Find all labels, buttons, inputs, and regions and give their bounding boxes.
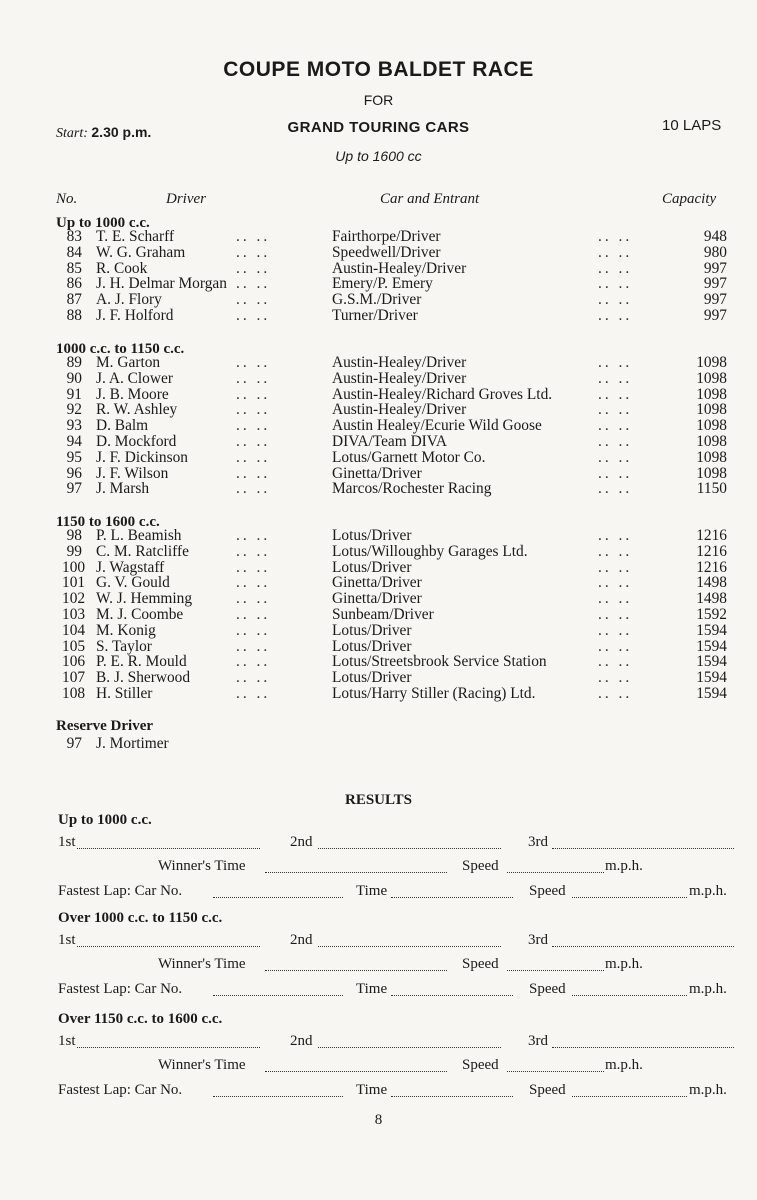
entry-no: 93 — [66, 417, 82, 435]
entry-row — [0, 639, 757, 655]
fastest-lap-label: Fastest Lap: Car No. — [58, 1082, 183, 1098]
capacity: 1498 — [696, 574, 727, 592]
capacity: 1594 — [696, 621, 727, 639]
entry-no: 99 — [66, 542, 82, 560]
entry-row — [0, 292, 757, 308]
speed-label: Speed — [462, 858, 499, 874]
leader-dots: .. .. — [598, 354, 633, 371]
capacity: 1594 — [696, 637, 727, 655]
leader-dots: .. .. — [598, 228, 633, 245]
leader-dots: .. .. — [598, 558, 633, 576]
entry-row — [0, 387, 757, 403]
car-entrant: Lotus/Driver — [332, 637, 412, 655]
entry-no: 105 — [62, 637, 86, 655]
capacity: 1098 — [696, 354, 727, 371]
driver-name: T. E. Scharff — [96, 228, 175, 245]
speed-field[interactable] — [507, 970, 604, 971]
first-place-label: 1st — [58, 932, 76, 948]
fastest-lap-time-label: Time — [356, 1082, 388, 1098]
leader-dots: .. .. — [598, 433, 633, 450]
winners-time-label: Winner's Time — [158, 956, 246, 972]
entry-no: 95 — [66, 448, 82, 466]
car-entrant: Speedwell/Driver — [332, 243, 441, 261]
second-place-label: 2nd — [290, 932, 313, 948]
leader-dots: .. .. — [236, 606, 271, 623]
speed-label: Speed — [462, 956, 499, 972]
entry-no: 103 — [62, 606, 86, 623]
entry-row — [0, 654, 757, 670]
capacity: 997 — [703, 275, 727, 293]
entry-no: 98 — [66, 527, 82, 544]
speed-field[interactable] — [507, 1071, 604, 1072]
third-place-label: 3rd — [528, 834, 548, 850]
entry-no: 86 — [66, 275, 82, 293]
leader-dots: .. .. — [598, 417, 633, 435]
leader-dots: .. .. — [236, 590, 271, 608]
driver-name: B. J. Sherwood — [96, 669, 191, 687]
leader-dots: .. .. — [236, 527, 271, 544]
car-entrant: Austin-Healey/Driver — [332, 369, 467, 387]
leader-dots: .. .. — [598, 291, 633, 309]
entry-no: 84 — [66, 243, 82, 261]
speed-label: Speed — [462, 1057, 499, 1073]
leader-dots: .. .. — [598, 448, 633, 466]
fastest-lap-speed-label: Speed — [529, 1082, 566, 1098]
leader-dots: .. .. — [236, 291, 271, 309]
car-entrant: Fairthorpe/Driver — [332, 228, 441, 245]
entry-no: 90 — [66, 369, 82, 387]
results-title: RESULTS — [345, 792, 412, 808]
entry-no: 92 — [66, 401, 82, 419]
entry-row — [0, 308, 757, 324]
fastest-lap-time-label: Time — [356, 883, 388, 899]
driver-name: J. H. Delmar Morgan — [96, 275, 227, 293]
first-place-field[interactable] — [77, 946, 260, 947]
entry-no: 83 — [66, 228, 82, 245]
leader-dots: .. .. — [236, 243, 271, 261]
capacity: 1098 — [696, 448, 727, 466]
car-entrant: Lotus/Harry Stiller (Racing) Ltd. — [332, 685, 536, 702]
driver-name: P. L. Beamish — [96, 527, 182, 544]
driver-name: C. M. Ratcliffe — [96, 542, 189, 560]
leader-dots: .. .. — [236, 417, 271, 435]
car-entrant: Ginetta/Driver — [332, 574, 422, 592]
column-header-car: Car and Entrant — [380, 191, 480, 207]
start-time-value: 2.30 p.m. — [91, 124, 152, 140]
driver-name: M. J. Coombe — [96, 606, 184, 623]
entry-no: 89 — [66, 354, 82, 371]
entry-no: 94 — [66, 433, 82, 450]
driver-name: J. B. Moore — [96, 385, 169, 403]
leader-dots: .. .. — [236, 307, 271, 324]
driver-name: J. F. Wilson — [96, 464, 169, 482]
capacity: 1498 — [696, 590, 727, 608]
car-entrant: Lotus/Garnett Motor Co. — [332, 448, 486, 466]
third-place-label: 3rd — [528, 932, 548, 948]
fastest-lap-label: Fastest Lap: Car No. — [58, 981, 183, 997]
column-header-driver: Driver — [166, 191, 206, 207]
entry-no: 108 — [62, 685, 86, 702]
capacity: 1098 — [696, 417, 727, 435]
car-entrant: Austin-Healey/Driver — [332, 354, 467, 371]
entry-row — [0, 434, 757, 450]
page-number: 8 — [374, 1112, 383, 1128]
winners-time-field[interactable] — [265, 970, 447, 971]
first-place-field[interactable] — [77, 848, 260, 849]
leader-dots: .. .. — [598, 480, 633, 498]
entry-row — [0, 686, 757, 702]
leader-dots: .. .. — [598, 653, 633, 671]
capacity: 1216 — [696, 527, 727, 544]
car-entrant: Emery/P. Emery — [332, 275, 433, 293]
group-title: Up to 1000 c.c. — [56, 215, 150, 231]
results-class-title: Over 1150 c.c. to 1600 c.c. — [58, 1011, 223, 1027]
capacity: 1594 — [696, 669, 727, 687]
leader-dots: .. .. — [236, 401, 271, 419]
driver-name: W. G. Graham — [96, 243, 186, 261]
first-place-label: 1st — [58, 834, 76, 850]
leader-dots: .. .. — [598, 590, 633, 608]
column-header-no: No. — [56, 191, 78, 207]
driver-name: J. A. Clower — [96, 369, 173, 387]
car-entrant: Lotus/Streetsbrook Service Station — [332, 653, 547, 671]
leader-dots: .. .. — [236, 653, 271, 671]
leader-dots: .. .. — [598, 621, 633, 639]
capacity: 1098 — [696, 433, 727, 450]
driver-name: R. W. Ashley — [96, 401, 178, 419]
leader-dots: .. .. — [236, 621, 271, 639]
entry-no: 101 — [62, 574, 86, 592]
capacity: 1216 — [696, 542, 727, 560]
leader-dots: .. .. — [598, 527, 633, 544]
reserve-title: Reserve Driver — [56, 718, 154, 734]
leader-dots: .. .. — [236, 669, 271, 687]
car-entrant: Ginetta/Driver — [332, 590, 422, 608]
leader-dots: .. .. — [236, 574, 271, 592]
car-entrant: Lotus/Driver — [332, 621, 412, 639]
leader-dots: .. .. — [236, 385, 271, 403]
first-place-label: 1st — [58, 1033, 76, 1049]
third-place-label: 3rd — [528, 1033, 548, 1049]
leader-dots: .. .. — [598, 606, 633, 623]
capacity: 1098 — [696, 369, 727, 387]
entry-row — [0, 544, 757, 560]
driver-name: D. Mockford — [96, 433, 177, 450]
driver-name: S. Taylor — [96, 637, 152, 655]
entry-no: 100 — [62, 558, 86, 576]
mph-label: m.p.h. — [605, 858, 643, 874]
entry-row — [0, 450, 757, 466]
car-entrant: Lotus/Driver — [332, 669, 412, 687]
entry-no: 91 — [66, 385, 82, 403]
car-entrant: DIVA/Team DIVA — [332, 433, 448, 450]
leader-dots: .. .. — [236, 480, 271, 498]
winners-time-field[interactable] — [265, 872, 447, 873]
leader-dots: .. .. — [236, 259, 271, 277]
first-place-field[interactable] — [77, 1047, 260, 1048]
start-label: Start: — [56, 126, 88, 141]
entry-row — [0, 591, 757, 607]
leader-dots: .. .. — [598, 464, 633, 482]
second-place-field[interactable] — [318, 946, 501, 947]
leader-dots: .. .. — [236, 448, 271, 466]
driver-name: W. J. Hemming — [96, 590, 193, 608]
entry-row — [0, 418, 757, 434]
capacity: 1592 — [696, 606, 727, 623]
leader-dots: .. .. — [236, 637, 271, 655]
group-title: 1000 c.c. to 1150 c.c. — [56, 341, 185, 357]
entry-row — [0, 402, 757, 418]
fastest-lap-speed-field[interactable] — [572, 897, 687, 898]
fastest-lap-car-field[interactable] — [213, 897, 343, 898]
leader-dots: .. .. — [598, 542, 633, 560]
leader-dots: .. .. — [598, 385, 633, 403]
group-title: 1150 to 1600 c.c. — [56, 514, 160, 530]
entry-row — [0, 575, 757, 591]
entry-row — [0, 560, 757, 576]
capacity: 1216 — [696, 558, 727, 576]
leader-dots: .. .. — [236, 369, 271, 387]
entry-no: 96 — [66, 464, 82, 482]
entry-row — [0, 481, 757, 497]
fastest-lap-time-field[interactable] — [391, 897, 513, 898]
entry-no: 106 — [62, 653, 86, 671]
entry-row — [0, 466, 757, 482]
results-class-title: Over 1000 c.c. to 1150 c.c. — [58, 910, 223, 926]
capacity: 1098 — [696, 464, 727, 482]
second-place-label: 2nd — [290, 834, 313, 850]
fastest-lap-mph-label: m.p.h. — [689, 883, 727, 899]
race-title: COUPE MOTO BALDET RACE — [223, 58, 534, 81]
car-entrant: Marcos/Rochester Racing — [332, 480, 492, 498]
entry-no: 102 — [62, 590, 86, 608]
reserve-no: 97 — [66, 735, 82, 752]
winners-time-label: Winner's Time — [158, 1057, 246, 1073]
capacity: 997 — [703, 259, 727, 277]
fastest-lap-time-field[interactable] — [391, 1096, 513, 1097]
fastest-lap-label: Fastest Lap: Car No. — [58, 883, 183, 899]
entry-row — [0, 528, 757, 544]
entry-row — [0, 355, 757, 371]
capacity: 1150 — [696, 480, 727, 498]
leader-dots: .. .. — [598, 574, 633, 592]
leader-dots: .. .. — [236, 558, 271, 576]
car-entrant: Lotus/Willoughby Garages Ltd. — [332, 542, 528, 560]
leader-dots: .. .. — [598, 669, 633, 687]
capacity: 997 — [703, 291, 727, 309]
third-place-field[interactable] — [552, 1047, 734, 1048]
car-entrant: Lotus/Driver — [332, 527, 412, 544]
class-name: GRAND TOURING CARS — [287, 119, 470, 136]
fastest-lap-mph-label: m.p.h. — [689, 1082, 727, 1098]
leader-dots: .. .. — [236, 275, 271, 293]
driver-name: J. F. Dickinson — [96, 448, 188, 466]
fastest-lap-time-label: Time — [356, 981, 388, 997]
third-place-field[interactable] — [552, 946, 734, 947]
driver-name: R. Cook — [96, 259, 148, 277]
third-place-field[interactable] — [552, 848, 734, 849]
fastest-lap-speed-field[interactable] — [572, 1096, 687, 1097]
driver-name: J. Wagstaff — [96, 558, 165, 576]
entry-row — [0, 371, 757, 387]
leader-dots: .. .. — [598, 401, 633, 419]
second-place-field[interactable] — [318, 848, 501, 849]
laps: 10 LAPS — [662, 117, 722, 134]
car-entrant: Austin Healey/Ecurie Wild Goose — [332, 417, 542, 435]
fastest-lap-speed-field[interactable] — [572, 995, 687, 996]
winners-time-label: Winner's Time — [158, 858, 246, 874]
car-entrant: Lotus/Driver — [332, 558, 412, 576]
entry-no: 85 — [66, 259, 82, 277]
leader-dots: .. .. — [236, 433, 271, 450]
entry-no: 97 — [66, 480, 82, 498]
leader-dots: .. .. — [598, 369, 633, 387]
leader-dots: .. .. — [598, 243, 633, 261]
capacity: 980 — [703, 243, 727, 261]
leader-dots: .. .. — [236, 542, 271, 560]
driver-name: M. Konig — [96, 621, 156, 639]
capacity-limit: Up to 1600 cc — [335, 148, 422, 164]
fastest-lap-time-field[interactable] — [391, 995, 513, 996]
capacity: 997 — [703, 307, 727, 324]
car-entrant: Sunbeam/Driver — [332, 606, 434, 623]
leader-dots: .. .. — [598, 307, 633, 324]
car-entrant: Austin-Healey/Driver — [332, 401, 467, 419]
column-header-capacity: Capacity — [662, 191, 717, 207]
fastest-lap-car-field[interactable] — [213, 995, 343, 996]
car-entrant: G.S.M./Driver — [332, 291, 422, 309]
entry-no: 87 — [66, 291, 82, 309]
entry-no: 88 — [66, 307, 82, 324]
capacity: 1098 — [696, 385, 727, 403]
car-entrant: Ginetta/Driver — [332, 464, 422, 482]
entry-row — [0, 670, 757, 686]
driver-name: J. Marsh — [96, 480, 150, 498]
leader-dots: .. .. — [598, 275, 633, 293]
entry-row — [0, 261, 757, 277]
driver-name: A. J. Flory — [96, 291, 162, 309]
second-place-label: 2nd — [290, 1033, 313, 1049]
mph-label: m.p.h. — [605, 956, 643, 972]
leader-dots: .. .. — [236, 354, 271, 371]
mph-label: m.p.h. — [605, 1057, 643, 1073]
capacity: 1594 — [696, 653, 727, 671]
car-entrant: Turner/Driver — [332, 307, 418, 324]
driver-name: M. Garton — [96, 354, 161, 371]
capacity: 1098 — [696, 401, 727, 419]
driver-name: G. V. Gould — [96, 574, 170, 592]
entry-row — [0, 245, 757, 261]
entry-no: 107 — [62, 669, 86, 687]
leader-dots: .. .. — [236, 685, 271, 702]
fastest-lap-speed-label: Speed — [529, 981, 566, 997]
entry-row — [0, 276, 757, 292]
entry-no: 104 — [62, 621, 86, 639]
for-label: FOR — [363, 92, 394, 108]
results-class-title: Up to 1000 c.c. — [58, 812, 152, 828]
leader-dots: .. .. — [598, 259, 633, 277]
fastest-lap-car-field[interactable] — [213, 1096, 343, 1097]
capacity: 1594 — [696, 685, 727, 702]
leader-dots: .. .. — [236, 228, 271, 245]
entry-row — [0, 623, 757, 639]
driver-name: J. F. Holford — [96, 307, 174, 324]
leader-dots: .. .. — [236, 464, 271, 482]
leader-dots: .. .. — [598, 637, 633, 655]
speed-field[interactable] — [507, 872, 604, 873]
reserve-driver: J. Mortimer — [96, 735, 169, 752]
second-place-field[interactable] — [318, 1047, 501, 1048]
fastest-lap-speed-label: Speed — [529, 883, 566, 899]
driver-name: H. Stiller — [96, 685, 153, 702]
car-entrant: Austin-Healey/Driver — [332, 259, 467, 277]
fastest-lap-mph-label: m.p.h. — [689, 981, 727, 997]
entry-row — [0, 607, 757, 623]
driver-name: D. Balm — [96, 417, 149, 435]
car-entrant: Austin-Healey/Richard Groves Ltd. — [332, 385, 553, 403]
driver-name: P. E. R. Mould — [96, 653, 187, 671]
winners-time-field[interactable] — [265, 1071, 447, 1072]
leader-dots: .. .. — [598, 685, 633, 702]
entry-row — [0, 229, 757, 245]
capacity: 948 — [703, 228, 727, 245]
